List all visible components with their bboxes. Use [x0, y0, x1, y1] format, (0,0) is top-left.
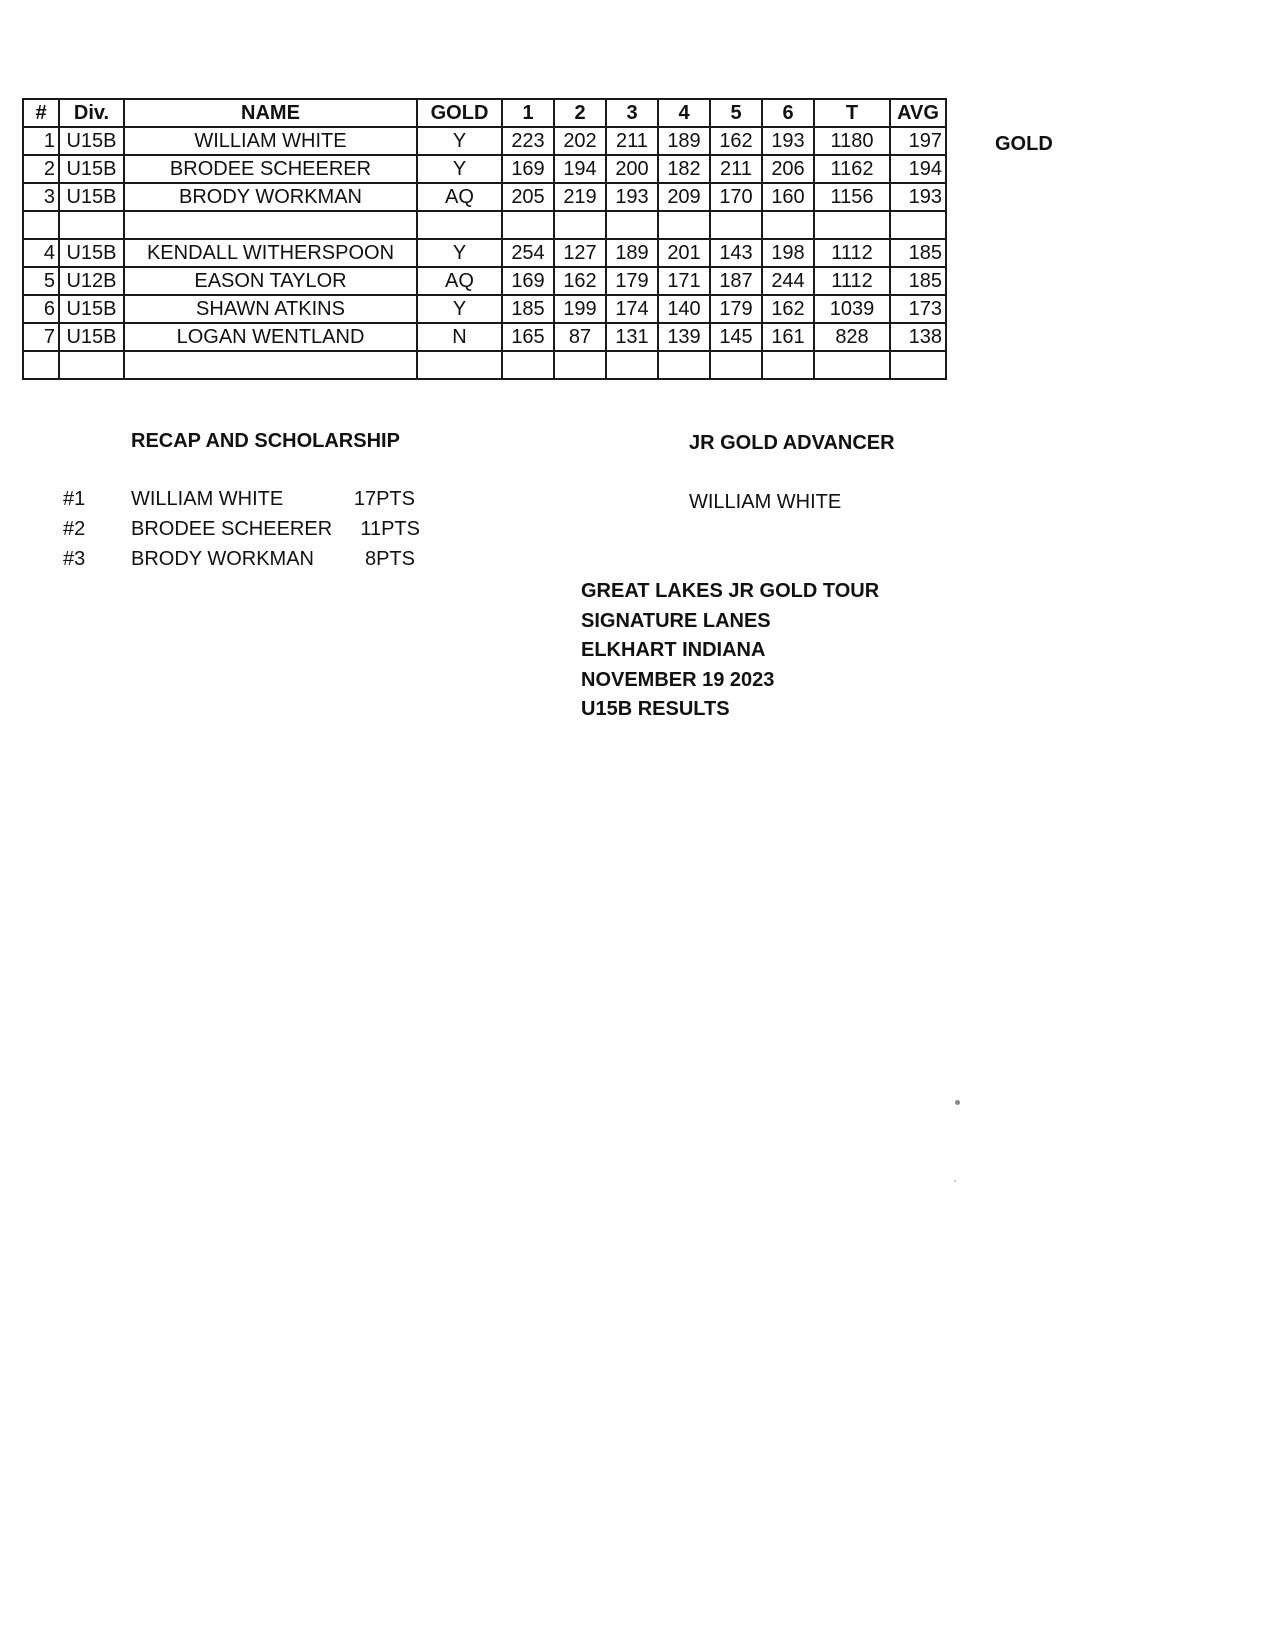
- table-row: [23, 155, 946, 183]
- game-cell: 193: [762, 127, 814, 155]
- game-cell: 244: [762, 267, 814, 295]
- game-cell: 209: [658, 183, 710, 211]
- header-game-1: 1: [502, 99, 554, 127]
- gold-cell: N: [417, 323, 502, 351]
- rank-cell: 2: [23, 155, 59, 183]
- game-cell: 131: [606, 323, 658, 351]
- game-cell: 140: [658, 295, 710, 323]
- div-cell: U15B: [59, 323, 124, 351]
- game-cell: 165: [502, 323, 554, 351]
- game-cell: 223: [502, 127, 554, 155]
- results-table: [22, 98, 947, 380]
- game-cell: 160: [762, 183, 814, 211]
- total-cell: 1162: [814, 155, 890, 183]
- table-header-row: [23, 99, 946, 127]
- game-cell: 171: [658, 267, 710, 295]
- div-cell: U12B: [59, 267, 124, 295]
- table-row: [23, 295, 946, 323]
- game-cell: 206: [762, 155, 814, 183]
- game-cell: 254: [502, 239, 554, 267]
- gold-cell: Y: [417, 155, 502, 183]
- game-cell: 198: [762, 239, 814, 267]
- recap-rank: #1: [63, 488, 86, 510]
- table-row: [23, 183, 946, 211]
- game-cell: 189: [658, 127, 710, 155]
- total-cell: 1039: [814, 295, 890, 323]
- table-row: [23, 127, 946, 155]
- game-cell: 201: [658, 239, 710, 267]
- header-div: Div.: [59, 99, 124, 127]
- recap-heading: RECAP AND SCHOLARSHIP: [131, 430, 400, 452]
- game-cell: 200: [606, 155, 658, 183]
- event-line-venue: SIGNATURE LANES: [581, 610, 771, 632]
- total-cell: 1180: [814, 127, 890, 155]
- recap-rank: #3: [63, 548, 86, 570]
- header-name: NAME: [124, 99, 417, 127]
- game-cell: 199: [554, 295, 606, 323]
- game-cell: 205: [502, 183, 554, 211]
- header-game-4: 4: [658, 99, 710, 127]
- avg-cell: 194: [890, 155, 946, 183]
- recap-rank: #2: [63, 518, 86, 540]
- recap-name: BRODY WORKMAN: [131, 548, 314, 570]
- recap-points: 17PTS: [353, 488, 415, 510]
- game-cell: 162: [554, 267, 606, 295]
- game-cell: 189: [606, 239, 658, 267]
- game-cell: 211: [606, 127, 658, 155]
- gold-cell: Y: [417, 239, 502, 267]
- rank-cell: 4: [23, 239, 59, 267]
- game-cell: 87: [554, 323, 606, 351]
- rank-cell: 6: [23, 295, 59, 323]
- total-cell: 1112: [814, 267, 890, 295]
- gold-cell: AQ: [417, 267, 502, 295]
- game-cell: 169: [502, 155, 554, 183]
- gold-cell: AQ: [417, 183, 502, 211]
- table-row: [23, 267, 946, 295]
- game-cell: 202: [554, 127, 606, 155]
- game-cell: 143: [710, 239, 762, 267]
- gold-cell: Y: [417, 127, 502, 155]
- game-cell: 193: [606, 183, 658, 211]
- header-game-3: 3: [606, 99, 658, 127]
- game-cell: 179: [710, 295, 762, 323]
- name-cell: BRODEE SCHEERER: [124, 155, 417, 183]
- header-game-2: 2: [554, 99, 606, 127]
- table-row: [23, 239, 946, 267]
- div-cell: U15B: [59, 155, 124, 183]
- name-cell: KENDALL WITHERSPOON: [124, 239, 417, 267]
- rank-cell: 3: [23, 183, 59, 211]
- advancer-heading: JR GOLD ADVANCER: [689, 432, 895, 454]
- blank-row: [23, 211, 946, 239]
- game-cell: 182: [658, 155, 710, 183]
- game-cell: 161: [762, 323, 814, 351]
- rank-cell: 5: [23, 267, 59, 295]
- gold-qualifier-note: GOLD: [995, 133, 1053, 155]
- avg-cell: 185: [890, 267, 946, 295]
- scan-speck: [955, 1100, 960, 1105]
- header-rank: #: [23, 99, 59, 127]
- avg-cell: 197: [890, 127, 946, 155]
- recap-points: 11PTS: [360, 518, 420, 540]
- game-cell: 162: [762, 295, 814, 323]
- header-avg: AVG: [890, 99, 946, 127]
- blank-row: [23, 351, 946, 379]
- game-cell: 185: [502, 295, 554, 323]
- name-cell: LOGAN WENTLAND: [124, 323, 417, 351]
- total-cell: 1112: [814, 239, 890, 267]
- gold-cell: Y: [417, 295, 502, 323]
- game-cell: 219: [554, 183, 606, 211]
- event-line-tour: GREAT LAKES JR GOLD TOUR: [581, 580, 880, 602]
- name-cell: SHAWN ATKINS: [124, 295, 417, 323]
- game-cell: 211: [710, 155, 762, 183]
- event-line-location: ELKHART INDIANA: [581, 639, 766, 661]
- name-cell: WILLIAM WHITE: [124, 127, 417, 155]
- game-cell: 127: [554, 239, 606, 267]
- table-row: [23, 323, 946, 351]
- div-cell: U15B: [59, 127, 124, 155]
- game-cell: 187: [710, 267, 762, 295]
- div-cell: U15B: [59, 295, 124, 323]
- avg-cell: 185: [890, 239, 946, 267]
- recap-points: 8PTS: [364, 548, 415, 570]
- header-gold: GOLD: [417, 99, 502, 127]
- game-cell: 194: [554, 155, 606, 183]
- avg-cell: 173: [890, 295, 946, 323]
- recap-name: BRODEE SCHEERER: [131, 518, 333, 540]
- header-game-5: 5: [710, 99, 762, 127]
- div-cell: U15B: [59, 239, 124, 267]
- recap-name: WILLIAM WHITE: [131, 488, 284, 510]
- avg-cell: 193: [890, 183, 946, 211]
- game-cell: 179: [606, 267, 658, 295]
- event-line-date: NOVEMBER 19 2023: [581, 669, 775, 691]
- total-cell: 1156: [814, 183, 890, 211]
- div-cell: U15B: [59, 183, 124, 211]
- game-cell: 169: [502, 267, 554, 295]
- rank-cell: 7: [23, 323, 59, 351]
- game-cell: 174: [606, 295, 658, 323]
- game-cell: 145: [710, 323, 762, 351]
- total-cell: 828: [814, 323, 890, 351]
- avg-cell: 138: [890, 323, 946, 351]
- name-cell: BRODY WORKMAN: [124, 183, 417, 211]
- game-cell: 162: [710, 127, 762, 155]
- rank-cell: 1: [23, 127, 59, 155]
- header-total: T: [814, 99, 890, 127]
- name-cell: EASON TAYLOR: [124, 267, 417, 295]
- header-game-6: 6: [762, 99, 814, 127]
- game-cell: 139: [658, 323, 710, 351]
- advancer-name: WILLIAM WHITE: [689, 491, 842, 513]
- scan-speck: [954, 1180, 956, 1182]
- game-cell: 170: [710, 183, 762, 211]
- event-line-division: U15B RESULTS: [581, 698, 730, 720]
